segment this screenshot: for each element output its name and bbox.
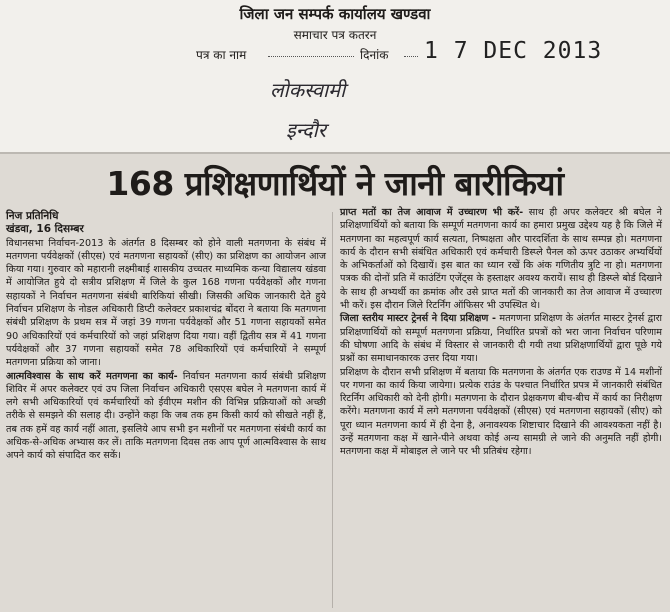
right-subhead-2: जिला स्तरीय मास्टर ट्रेनर्स ने दिया प्रशिक्षण - [340, 313, 496, 325]
right-paragraph-3: प्रशिक्षण के दौरान सभी प्रशिक्षण में बताया कि मतगणना के अंतर्गत एक राउण्ड में 14 मशीनों पर गणना का कार्य किया जायेगा। प्रत्येक राउंड के पश्चात निर्धारित प्रपत्र में जानकारी संबंधित रिटर्निंग अधिकारी को देनी होगी। मतगणना के दौरान प्रेक्षकगण बीच-बीच में कार्य का निरीक्षण करेंगे। मतगणना कार्य में लगे मतगणना पर्यवेक्षकों (सीएस) एवं मतगणना सहायकों (सीए) को पूरा ध्यान मतगणना कार्य में ही देना है, अनावश्यक शिष्टाचार दिखाने की आवश्यकता नहीं है। उन्हें मतगणना कक्ष में खाने-पीने अथवा कोई अन्य सामग्री ले जाने की अनुमति नहीं होगी। मतगणना कक्ष में मोबाइल ले जाने पर भी प्रतिबंध रहेगा। [340, 366, 662, 458]
left-paragraph-2-text: निर्वाचन मतगणना कार्य संबंधी प्रशिक्षण शिविर में अपर कलेक्टर एवं उप जिला निर्वाचन अधिकारी एसएस बघेल ने मतगणना कार्य में लगे सभी अधिकारियों एवं कर्मचारियों को ईवीएम मशीन की विभिन्न प्रक्रियाओं को अच्छी तरीके से समझने की सलाह दी। उन्होंने कहा कि जब तक हम किसी कार्य को सीखते नहीं हैं, तब तक हमें वह कार्य नहीं आता, इसलिये आप सभी इन मशीनों पर मतगणना संबंधी कार्य का अधिक-से-अधिक अभ्यास कर लें। ताकि मतगणना दिवस तक आप पूर्ण आत्मविश्वास के साथ अपने कार्य को संपादित कर सकें। [6, 370, 326, 462]
article-headline: 168 प्रशिक्षणार्थियों ने जानी बारीकियां [106, 164, 564, 203]
paper-name-label: पत्र का नाम [196, 48, 247, 62]
left-subhead: आत्मविश्वास के साथ करें मतगणना का कार्य- [6, 370, 178, 382]
article-right-column [340, 206, 662, 459]
date-label: दिनांक [360, 48, 389, 62]
left-paragraph-1: विधानसभा निर्वाचन-2013 के अंतर्गत 8 दिसम्बर को होने वाली मतगणना के संबंध में मतगणना पर्यवेक्षकों (सीएस) एवं मतगणना सहायकों (सीए) का प्रशिक्षण का आयोजन आज किया गया। गुरुवार को महारानी लक्ष्मीबाई शासकीय उच्चतर माध्यमिक कन्या विद्यालय खंडवा में आयोजित हुये दो सत्रीय प्रशिक्षण में जिले के कुल 168 गणना पर्यवेक्षकों और गणना सहायकों ने निर्वाचन मतगणना संबंधी बारिकियां सीखी। जिसकी अधिक जानकारी देते हुये निर्वाचन प्रशिक्षण के नोडल अधिकारी डिप्टी कलेक्टर प्रकाशचंद्र बोंदरा ने बताया कि मतगणना संबंधी प्रशिक्षण के प्रथम सत्र में जहां 39 गणना पर्यवेक्षकों और 51 गणना सहायकों समेत 90 अधिकारियों एवं कर्मचारियों को जहां प्रशिक्षण दिया गया। वहीं द्वितीय सत्र में 41 गणना पर्यवेक्षकों और 37 गणना सहायकों समेत 78 अधिकारियों एवं कर्मचारियों ने सम्पूर्ण मतगणना प्रक्रिया को जाना। [6, 237, 326, 369]
clipping-header-card [0, 0, 670, 152]
right-paragraph-1 [340, 206, 662, 312]
right-paragraph-2-text: मतगणना प्रशिक्षण के अंतर्गत मास्टर ट्रेनर्स द्वारा प्रशिक्षणार्थियों को सम्पूर्ण मतगणना प्रक्रिया, निर्धारित प्रपत्रों को भरा जाना निर्वाचन परिणाम की घोषणा आदि के संबंध में विस्तार से जानकारी दी गयी तथा प्रशिक्षणार्थियों द्वारा पूछे गये प्रश्नों का समाधानकारक उत्तर दिया गया। [340, 313, 662, 365]
handwritten-city: इन्दौर [286, 118, 326, 142]
left-paragraph-2 [6, 370, 326, 463]
cutting-label: समाचार पत्र कतरन [293, 28, 377, 42]
handwritten-paper-name: लोकस्वामी [270, 78, 346, 102]
date-stamp: 1 7 DEC 2013 [424, 38, 603, 64]
byline-reporter: निज प्रतिनिधि [6, 210, 59, 222]
right-paragraph-1-text: साथ ही अपर कलेक्टर श्री बघेल ने प्रशिक्षणार्थियों को बताया कि सम्पूर्ण मतगणना कार्य का हमारा प्रमुख उद्देश्य यह है कि जिले में मतगणना का महत्वपूर्ण कार्य सत्यता, निष्पक्षता और पारदर्शिता के साथ सम्पन्न हो। मतगणना कार्य के दौरान सभी संबंधित अधिकारी एवं कर्मचारी डिस्प्ले पैनल को ऊपर उठाकर अभ्यर्थियों के अभिकर्ताओं को दिखायें। इस बात का ध्यान रखें कि अंक गणितीय त्रुटि ना हो। मतगणना पत्रक की दोनों प्रति में काउंटिंग एजेंट्स के हस्ताक्षर अवश्य करायें। साथ ही डिस्प्ले बोर्ड दिखाने के साथ ही अभ्यर्थी का क्रमांक और उसे प्राप्त मतों की जानकारी का तेज आवाज में उच्चारण भी करें। इस दौरान जिले रिटर्निंग ऑफिसर भी उपस्थित थे। [340, 207, 663, 312]
article-left-column [6, 210, 326, 463]
right-paragraph-2 [340, 312, 662, 365]
right-subhead-1: प्राप्त मतों का तेज आवाज में उच्चारण भी करें- [340, 207, 524, 218]
office-title: जिला जन सम्पर्क कार्यालय खण्डवा [239, 5, 431, 23]
byline-dateline: खंडवा, 16 दिसम्बर [6, 223, 84, 236]
newspaper-article [0, 152, 670, 612]
column-divider [332, 212, 333, 608]
date-line [404, 56, 418, 57]
paper-name-line [268, 56, 354, 57]
